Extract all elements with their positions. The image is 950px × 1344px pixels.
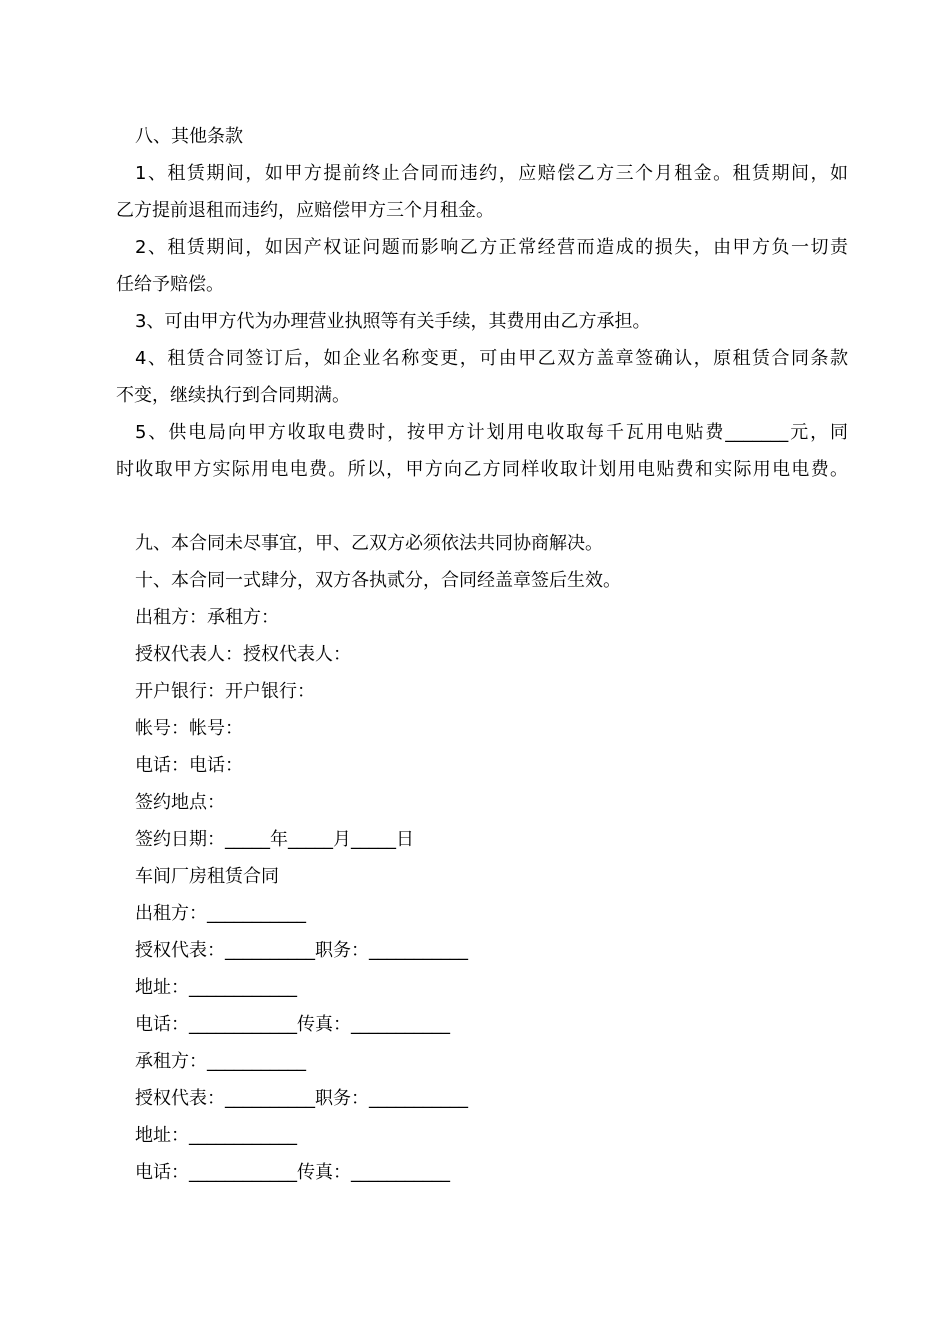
clause-2-line-2: 任给予赔偿。 <box>116 274 224 295</box>
lessee-field: 承租方：___________ <box>135 1051 306 1072</box>
clause-1-line-2: 乙方提前退租而违约，应赔偿甲方三个月租金。 <box>116 200 494 221</box>
clause-2-line-1: 2、租赁期间，如因产权证问题而影响乙方正常经营而造成的损失，由甲方负一切责 <box>135 237 848 258</box>
signature-date: 签约日期：_____年_____月_____日 <box>135 829 414 850</box>
clause-4-line-2: 不变，继续执行到合同期满。 <box>116 385 350 406</box>
clause-3: 3、可由甲方代为办理营业执照等有关手续，其费用由乙方承担。 <box>135 311 651 332</box>
paragraph-gap <box>116 488 848 525</box>
signature-banks: 开户银行：开户银行： <box>135 681 315 702</box>
signature-parties: 出租方：承租方： <box>135 607 279 628</box>
document-body <box>116 118 848 1191</box>
lessor-representative-field: 授权代表：__________职务：___________ <box>135 940 468 961</box>
contract-2-title: 车间厂房租赁合同 <box>135 866 279 887</box>
lessee-address-field: 地址：____________ <box>135 1125 297 1146</box>
lessor-address-field: 地址：____________ <box>135 977 297 998</box>
clause-1-line-1: 1、租赁期间，如甲方提前终止合同而违约，应赔偿乙方三个月租金。租赁期间，如 <box>135 163 848 184</box>
clause-5-line-1: 5、供电局向甲方收取电费时，按甲方计划用电收取每千瓦用电贴费_______元，同 <box>135 422 848 443</box>
lessor-field: 出租方：___________ <box>135 903 306 924</box>
signature-phones: 电话：电话： <box>135 755 243 776</box>
item-10: 十、本合同一式肆分，双方各执贰分，合同经盖章签后生效。 <box>135 570 621 591</box>
clause-5-line-2: 时收取甲方实际用电电费。所以，甲方向乙方同样收取计划用电贴费和实际用电电费。 <box>116 459 848 480</box>
lessee-representative-field: 授权代表：__________职务：___________ <box>135 1088 468 1109</box>
signature-place: 签约地点： <box>135 792 225 813</box>
section-heading-other-terms: 八、其他条款 <box>135 126 243 147</box>
clause-4-line-1: 4、租赁合同签订后，如企业名称变更，可由甲乙双方盖章签确认，原租赁合同条款 <box>135 348 848 369</box>
item-9: 九、本合同未尽事宜，甲、乙双方必须依法共同协商解决。 <box>135 533 603 554</box>
signature-representatives: 授权代表人：授权代表人： <box>135 644 351 665</box>
signature-accounts: 帐号：帐号： <box>135 718 243 739</box>
lessee-phone-fax-field: 电话：____________传真：___________ <box>135 1162 450 1183</box>
lessor-phone-fax-field: 电话：____________传真：___________ <box>135 1014 450 1035</box>
